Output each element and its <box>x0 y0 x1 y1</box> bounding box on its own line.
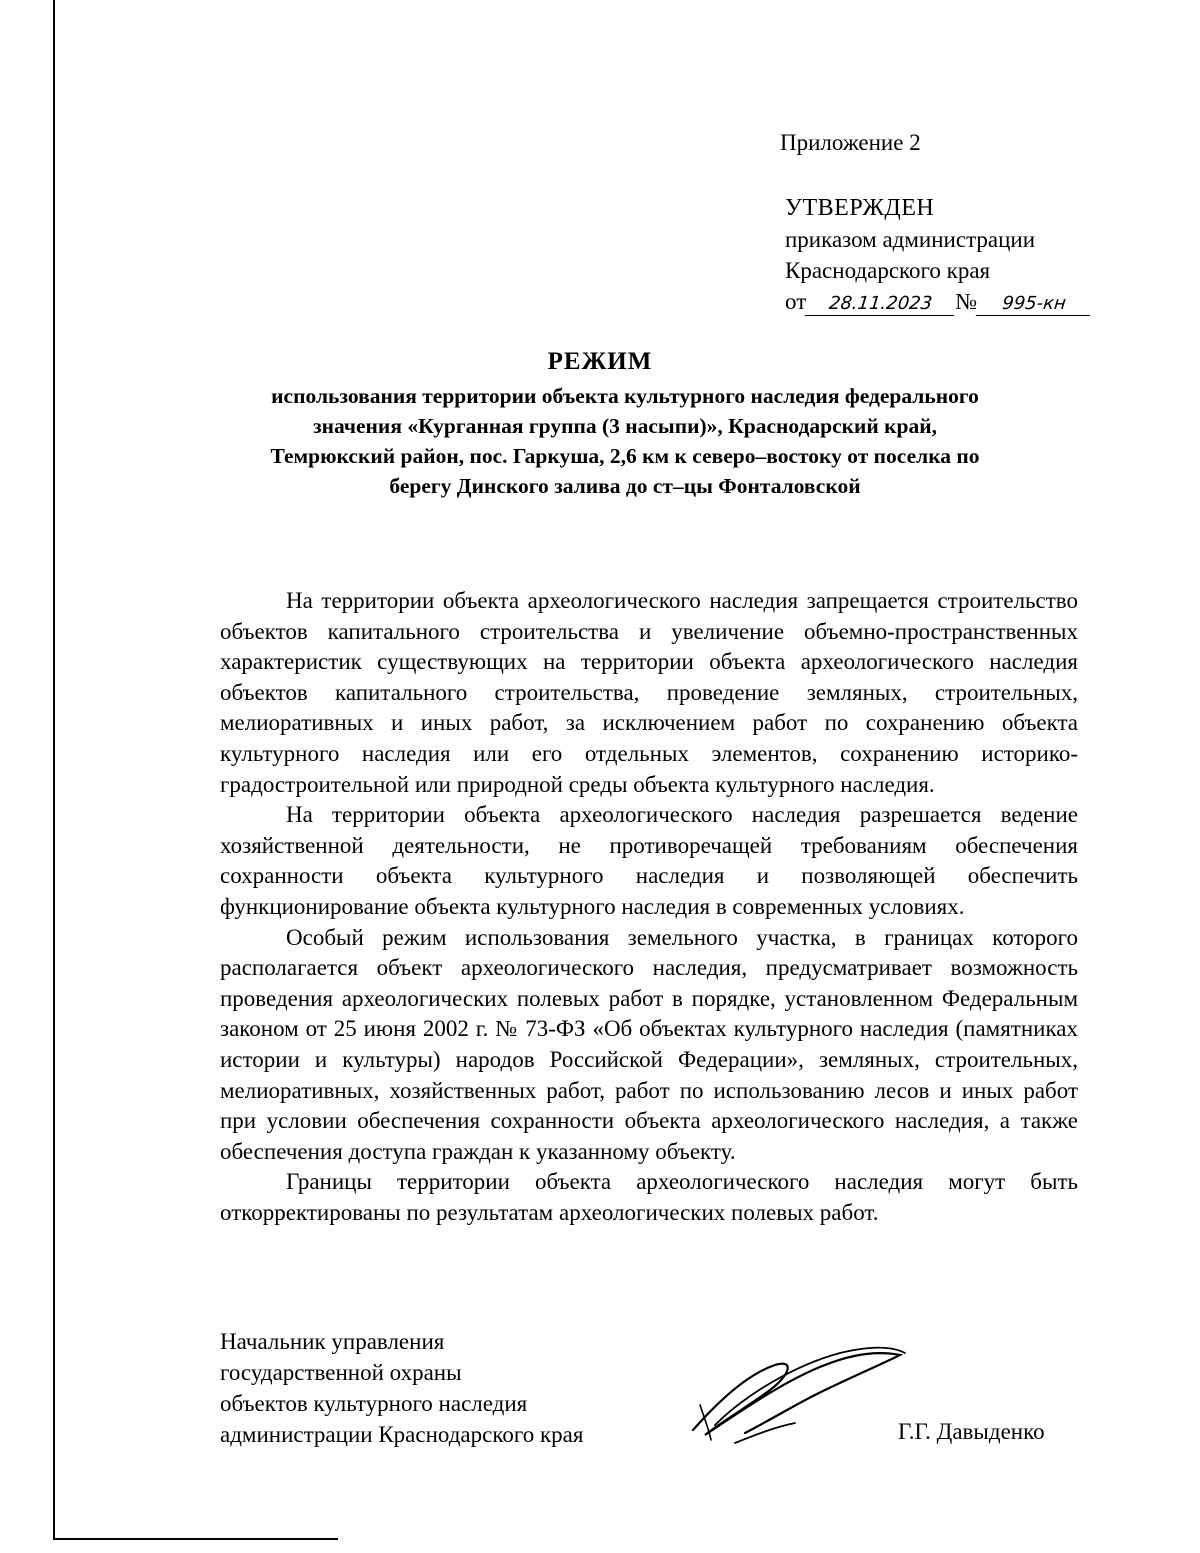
body-paragraph-construction-ban: На территории объекта археологического наследия запрещается строительство объектов капитального строительства и увеличение объемно-пространственных характеристик существующих на территории объекта археологического наследия объектов капитального строительства, проведение земляных, строительных, мелиоративных и иных работ, за исключением работ по сохранению объекта культурного наследия или его отдельных элементов, сохранению историко-градостроительной или природной среды объекта культурного наследия. <box>220 588 1078 797</box>
scan-frame-left-edge <box>53 0 55 1540</box>
subtitle-line: берегу Динского залива до ст–цы Фонталовской <box>389 474 861 498</box>
subtitle-line: использования территории объекта культурного наследия федерального <box>271 384 979 408</box>
order-reference <box>785 286 1091 317</box>
approval-line-2: Краснодарского края <box>785 258 991 283</box>
approval-block <box>785 193 1091 317</box>
signer-position-line: администрации Краснодарского края <box>220 1422 584 1447</box>
signer-name: Г.Г. Давыденко <box>898 1419 1045 1444</box>
document-body <box>220 586 1078 1228</box>
document-title: РЕЖИМ <box>547 348 653 375</box>
scan-frame-bottom-edge <box>53 1538 338 1540</box>
subtitle-line: значения «Курганная группа (3 насыпи)», Краснодарский край, <box>312 414 938 438</box>
signer-position-line: Начальник управления <box>220 1329 445 1354</box>
annex-label: Приложение 2 <box>780 130 921 155</box>
approval-line-1: приказом администрации <box>785 227 1036 252</box>
handwritten-signature-icon <box>675 1335 915 1455</box>
approval-title: УТВЕРЖДЕН <box>785 195 935 221</box>
signer-position-line: объектов культурного наследия <box>220 1391 528 1416</box>
signer-position-line: государственной охраны <box>220 1360 462 1385</box>
body-paragraph-permitted-activity: На территории объекта археологического наследия разрешается ведение хозяйственной деятельности, не противоречащей требованиям обеспечения сохранности объекта культурного наследия и позволяющей обеспечить функционирование объекта культурного наследия в современных условиях. <box>220 802 1078 919</box>
signer-position <box>220 1326 583 1450</box>
body-paragraph-boundaries: Границы территории объекта археологического наследия могут быть откорректированы по результатам археологических полевых работ. <box>220 1169 1078 1225</box>
subtitle-line: Темрюкский район, пос. Гаркуша, 2,6 км к северо–востоку от поселка по <box>270 444 980 468</box>
order-number-label: № <box>955 289 978 314</box>
document-subtitle <box>200 381 1050 501</box>
body-paragraph-special-regime: Особый режим использования земельного участка, в границах которого располагается объект археологического наследия, предусматривает возможность проведения археологических полевых работ в порядке, установленном Федеральным законом от 25 июня 2002 г. № 73-ФЗ «Об объектах культурного наследия (памятниках истории и культуры) народов Российской Федерации», земляных, строительных, мелиоративных, хозяйственных работ, работ по использованию лесов и иных работ при условии обеспечения сохранности объекта археологического наследия, а также обеспечения доступа граждан к указанному объекту. <box>220 924 1078 1164</box>
order-from-label: от <box>785 289 807 314</box>
order-date-handwritten: 28.11.2023 <box>805 293 956 316</box>
order-number-handwritten: 995-кн <box>976 293 1092 316</box>
